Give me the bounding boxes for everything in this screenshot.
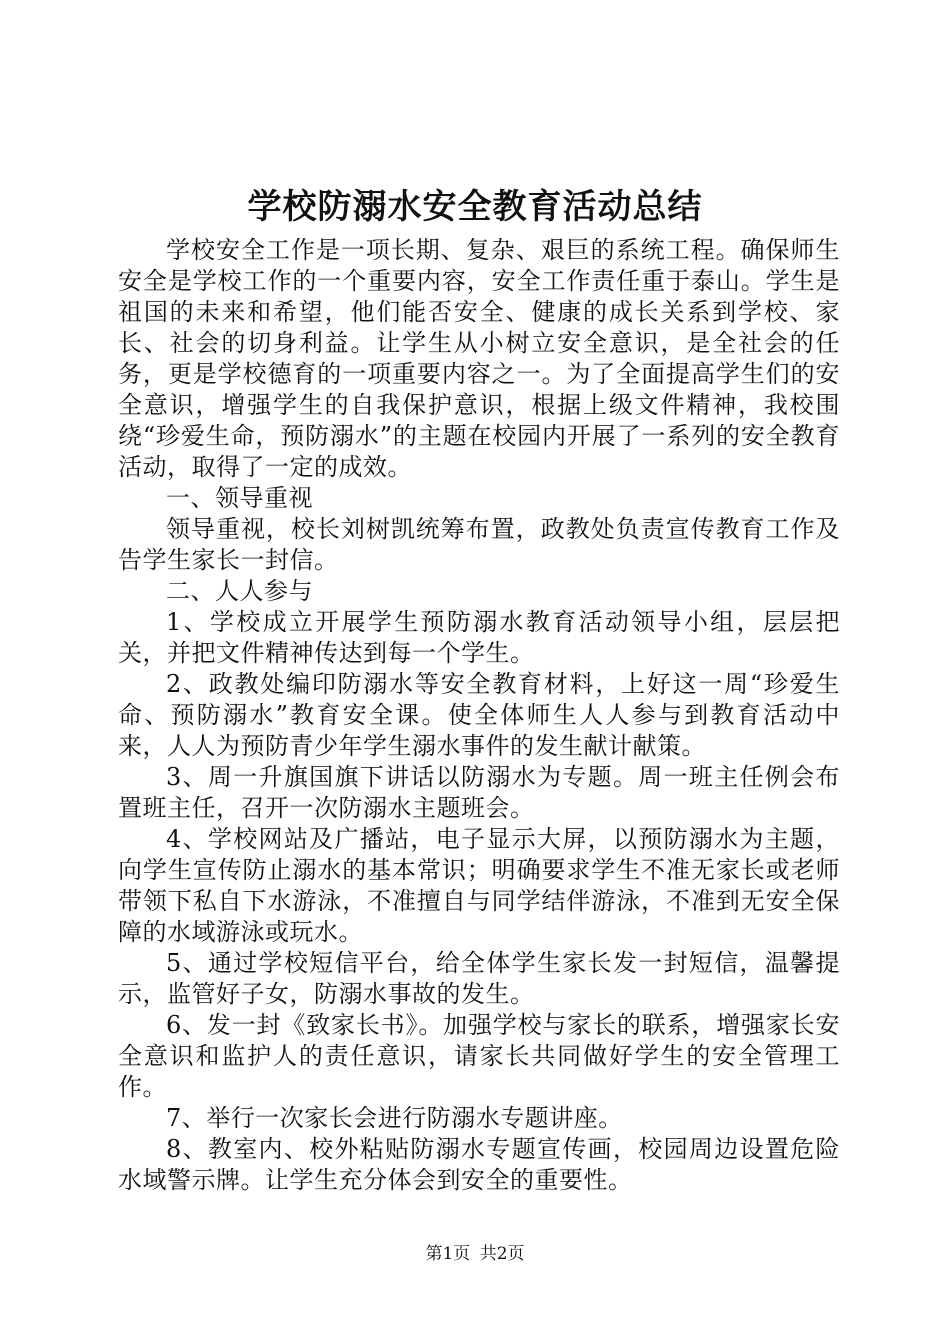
section-heading-leadership: 一、领导重视 — [166, 484, 313, 512]
list-item-2: 2、政教处编印防溺水等安全教育材料，上好这一周“珍爱生命、预防溺水”教育安全课。使全体师生人人参与到教育活动中来，人人为预防青少年学生溺水事件的发生献计献策。 — [118, 670, 840, 760]
leadership-paragraph: 领导重视，校长刘树凯统筹布置，政教处负责宣传教育工作及告学生家长一封信。 — [118, 515, 840, 574]
page-footer — [0, 1243, 950, 1265]
intro-paragraph: 学校安全工作是一项长期、复杂、艰巨的系统工程。确保师生安全是学校工作的一个重要内容，安全工作责任重于泰山。学生是祖国的未来和希望，他们能否安全、健康的成长关系到学校、家长、社会的切身利益。让学生从小树立安全意识，是全社会的任务，更是学校德育的一项重要内容之一。为了全面提高学生们的安全意识，增强学生的自我保护意识，根据上级文件精神，我校围绕“珍爱生命，预防溺水”的主题在校园内开展了一系列的安全教育活动，取得了一定的成效。 — [118, 236, 840, 481]
page-number: 第1页 — [425, 1244, 471, 1264]
list-item-5: 5、通过学校短信平台，给全体学生家长发一封短信，温馨提示，监管好子女，防溺水事故的发生。 — [118, 949, 840, 1008]
total-pages: 共2页 — [479, 1244, 525, 1264]
list-item-6: 6、发一封《致家长书》。加强学校与家长的联系，增强家长安全意识和监护人的责任意识，请家长共同做好学生的安全管理工作。 — [118, 1011, 840, 1101]
list-item-1: 1、学校成立开展学生预防溺水教育活动领导小组，层层把关，并把文件精神传达到每一个学生。 — [118, 608, 840, 667]
document-body — [118, 235, 840, 1196]
document-title: 学校防溺水安全教育活动总结 — [247, 187, 703, 227]
list-item-4: 4、学校网站及广播站，电子显示大屏，以预防溺水为主题，向学生宣传防止溺水的基本常识；明确要求学生不准无家长或老师带领下私自下水游泳，不准擅自与同学结伴游泳，不准到无安全保障的水域游泳或玩水。 — [118, 825, 840, 946]
list-item-8: 8、教室内、校外粘贴防溺水专题宣传画，校园周边设置危险水域警示牌。让学生充分体会到安全的重要性。 — [118, 1135, 840, 1194]
list-item-7: 7、举行一次家长会进行防溺水专题讲座。 — [166, 1104, 623, 1132]
section-heading-participation: 二、人人参与 — [166, 577, 313, 605]
list-item-3: 3、周一升旗国旗下讲话以防溺水为专题。周一班主任例会布置班主任，召开一次防溺水主题班会。 — [118, 763, 840, 822]
